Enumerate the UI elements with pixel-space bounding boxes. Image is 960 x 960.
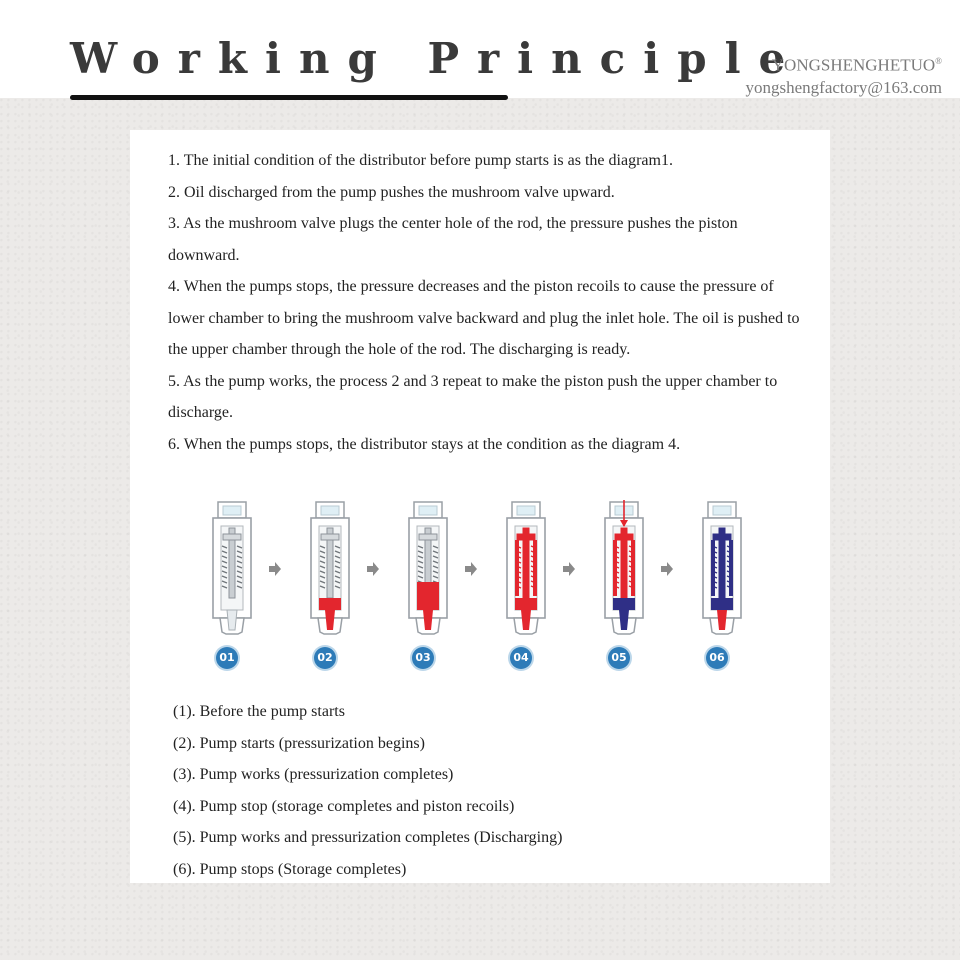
step-number-badge: 04 [510,647,532,669]
distributor-icon [308,500,352,645]
distributor-icon [602,500,646,645]
distributor-diagram-06 [700,500,744,670]
brand-name: YONGSHENGHETUO [771,55,936,75]
distributor-diagram-01 [210,500,254,670]
step-item: 2. Oil discharged from the pump pushes the mushroom valve upward. [168,183,615,201]
distributor-diagram-04 [504,500,548,670]
caption-item: (3). Pump works (pressurization completes) [173,766,454,783]
distributor-icon [504,500,548,645]
step-item: 1. The initial condition of the distributor before pump starts is as the diagram1. [168,152,673,169]
caption-item: (5). Pump works and pressurization completes (Discharging) [173,829,563,846]
step-item: 6. When the pumps stops, the distributor stays at the condition as the diagram 4. [168,435,681,453]
step-arrow-icon [464,562,478,576]
distributor-icon [210,500,254,645]
caption-item: (4). Pump stop (storage completes and piston recoils) [173,797,515,815]
caption-item: (6). Pump stops (Storage completes) [173,860,407,878]
caption-list [173,696,773,885]
step-number-badge: 06 [706,647,728,669]
caption-item: (2). Pump starts (pressurization begins) [173,734,425,752]
step-item: 3. As the mushroom valve plugs the center hole of the rod, the pressure pushes the piston downward. [168,215,738,264]
distributor-diagram-row [210,500,750,670]
step-number-badge: 05 [608,647,630,669]
step-item: 5. As the pump works, the process 2 and 3 repeat to make the piston push the upper chamber to discharge. [168,372,778,421]
distributor-diagram-03 [406,500,450,670]
distributor-icon [406,500,450,645]
page-title: Working Principle [70,34,804,83]
step-arrow-icon [268,562,282,576]
step-arrow-icon [660,562,674,576]
caption-item: (1). Before the pump starts [173,703,345,720]
step-list [168,145,813,460]
step-item: 4. When the pumps stops, the pressure decreases and the piston recoils to cause the pressure of lower chamber to bring the mushroom valve backward and plug the inlet hole. The oil is pushed to the upper chamber through the hole of the rod. The discharging is ready. [168,278,800,358]
step-number-badge: 01 [216,647,238,669]
step-number-badge: 02 [314,647,336,669]
distributor-icon [700,500,744,645]
step-number-badge: 03 [412,647,434,669]
step-arrow-icon [562,562,576,576]
distributor-diagram-02 [308,500,352,670]
distributor-diagram-05 [602,500,646,670]
content-card [130,130,830,883]
title-underline [70,95,508,100]
brand-block [746,50,942,99]
registered-mark: ® [935,56,942,66]
step-arrow-icon [366,562,380,576]
contact-email: yongshengfactory@163.com [745,77,942,97]
page-header [0,0,960,98]
